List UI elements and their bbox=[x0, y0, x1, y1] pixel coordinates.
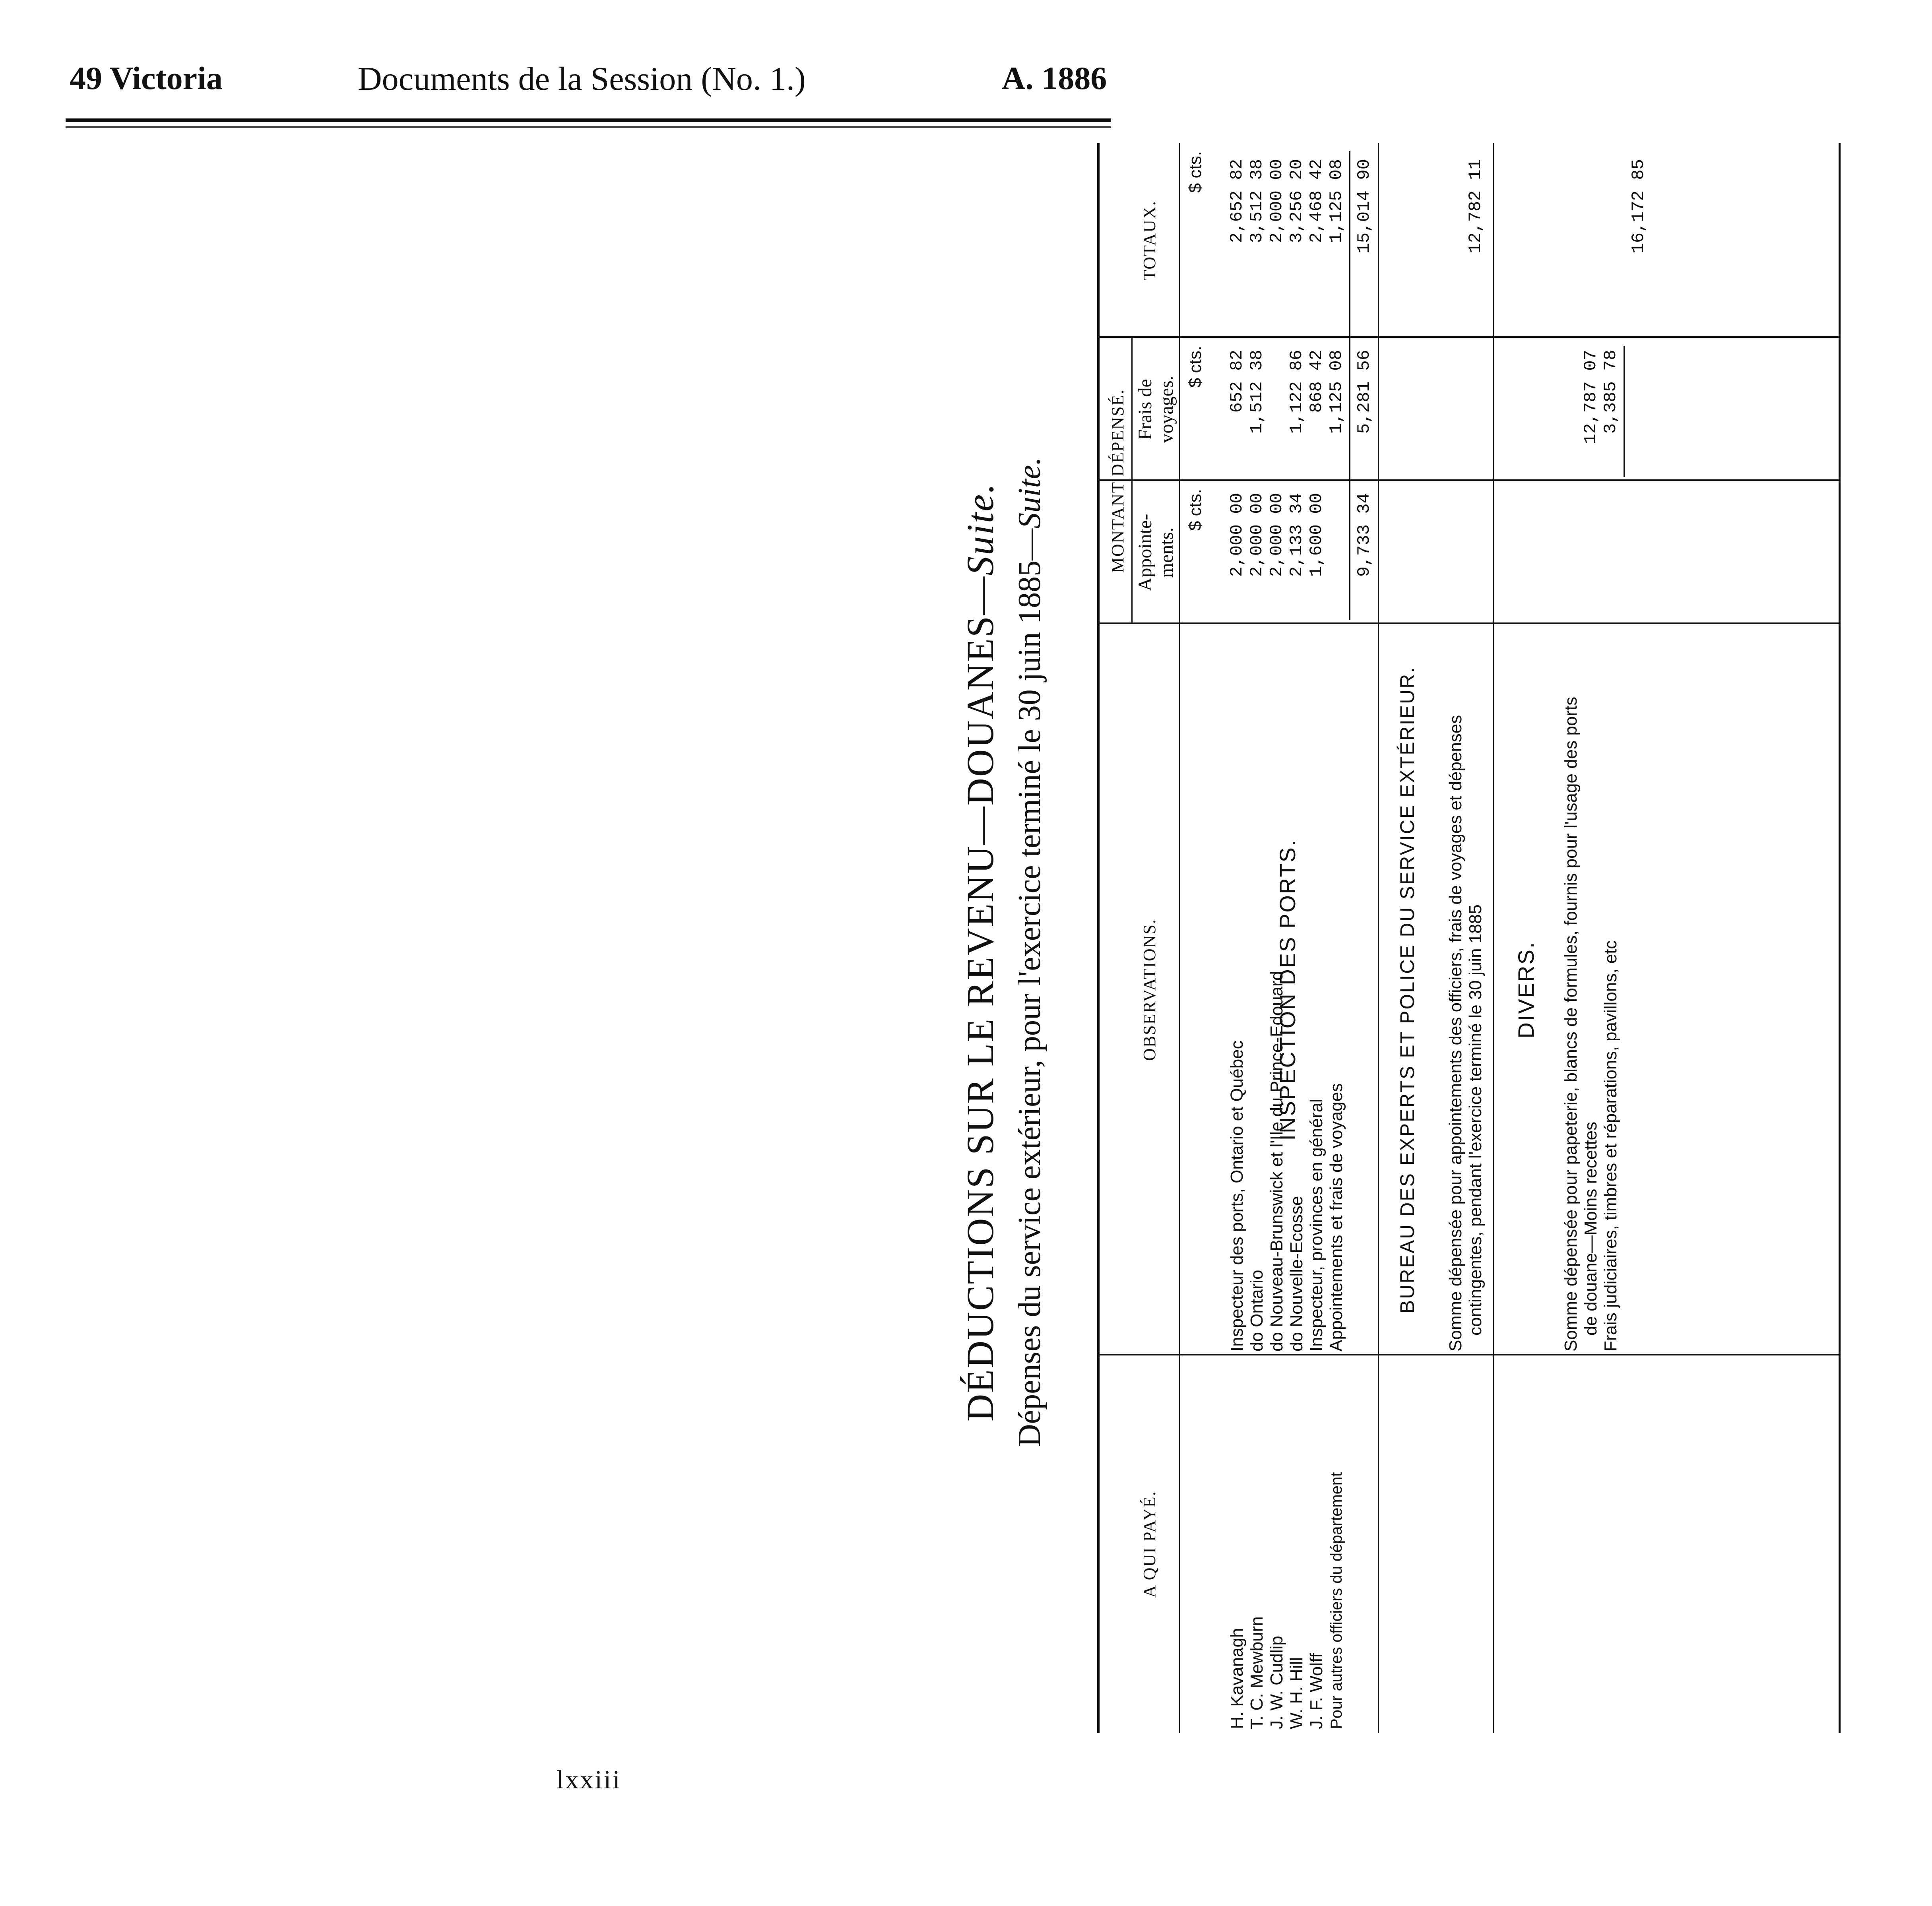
header-rule-thin bbox=[66, 126, 1111, 128]
total-cudlip: 2,000 00 bbox=[1267, 159, 1287, 243]
divers-obs-line3: Frais judiciaires, timbres et réparations, pavillons, etc bbox=[1601, 940, 1620, 1351]
obs-kavanagh: Inspecteur des ports, Ontario et Québec bbox=[1227, 1040, 1247, 1351]
frais-autres: 1,125 08 bbox=[1327, 350, 1346, 434]
obs-autres: Appointements et frais de voyages bbox=[1327, 1083, 1346, 1351]
rule-observations bbox=[1100, 622, 1839, 624]
total-autres: 1,125 08 bbox=[1327, 159, 1346, 243]
header-session-number: 49 Victoria bbox=[70, 60, 223, 96]
obs-hill: do Nouvelle-Ecosse bbox=[1287, 1196, 1306, 1351]
obs-cudlip: do Nouveau-Brunswick et l'Ile du Prince-Edouard bbox=[1267, 971, 1286, 1351]
frais-wolff: 868 42 bbox=[1307, 350, 1327, 413]
title-main-text: DÉDUCTIONS SUR LE REVENU—DOUANES— bbox=[959, 575, 1001, 1422]
col-header-frais: Frais de voyages. bbox=[1135, 376, 1177, 443]
rule-appointements bbox=[1100, 479, 1839, 481]
col-header-observations: OBSERVATIONS. bbox=[1140, 919, 1159, 1061]
expense-table bbox=[1097, 143, 1841, 1733]
rule-frais bbox=[1100, 336, 1839, 338]
header-document-title: Documents de la Session (No. 1.) bbox=[358, 60, 806, 97]
app-cudlip: 2,000 00 bbox=[1267, 493, 1287, 577]
payee-mewburn: T. C. Mewburn bbox=[1247, 1616, 1267, 1729]
col-header-appointements: Appointe-ments. bbox=[1135, 514, 1177, 591]
divers-obs-line2: de douane—Moins recettes bbox=[1581, 1121, 1600, 1336]
header-bottom-rule bbox=[1179, 143, 1180, 1733]
total-mewburn: 3,512 38 bbox=[1247, 159, 1267, 243]
obs-wolff: Inspecteur, provinces en général bbox=[1307, 1099, 1326, 1351]
col-header-payee: A QUI PAYÉ. bbox=[1140, 1491, 1159, 1598]
section-divider-2 bbox=[1493, 143, 1494, 1733]
divers-obs-line1: Somme dépensée pour papeterie, blancs de formules, fournis pour l'usage des ports bbox=[1561, 696, 1581, 1351]
frais-hill: 1,122 86 bbox=[1287, 350, 1307, 434]
divers-total: 16,172 85 bbox=[1629, 159, 1649, 254]
total-wolff: 2,468 42 bbox=[1307, 159, 1327, 243]
app-mewburn: 2,000 00 bbox=[1247, 493, 1267, 577]
col-header-totaux: TOTAUX. bbox=[1140, 200, 1159, 281]
table-main-title bbox=[958, 131, 1002, 1773]
bureau-total: 12,782 11 bbox=[1466, 159, 1486, 254]
montant-rule bbox=[1131, 338, 1133, 624]
section-divider-1 bbox=[1378, 143, 1379, 1733]
unit-frais: $ cts. bbox=[1185, 346, 1205, 388]
rotated-table-sheet bbox=[950, 131, 1932, 1773]
header-rule-thick bbox=[66, 118, 1111, 122]
rule-payee bbox=[1100, 1354, 1839, 1355]
app-kavanagh: 2,000 00 bbox=[1227, 493, 1247, 577]
payee-hill: W. H. Hill bbox=[1287, 1657, 1306, 1729]
unit-totaux: $ cts. bbox=[1185, 151, 1205, 193]
section-divers-title: DIVERS. bbox=[1513, 941, 1538, 1039]
payee-kavanagh: H. Kavanagh bbox=[1227, 1628, 1247, 1729]
obs-mewburn: do Ontario bbox=[1247, 1270, 1267, 1351]
divers-frais-1: 12,787 07 bbox=[1581, 350, 1601, 444]
header-year: A. 1886 bbox=[1002, 60, 1107, 96]
bureau-obs-line1: Somme dépensée pour appointements des officiers, frais de voyages et dépenses bbox=[1446, 715, 1465, 1351]
frais-kavanagh: 652 82 bbox=[1227, 350, 1247, 413]
subtotal-rule bbox=[1349, 151, 1350, 620]
frais-mewburn: 1,512 38 bbox=[1247, 350, 1267, 434]
section-inspection-title: INSPECTION DES PORTS. bbox=[1275, 839, 1300, 1141]
total-hill: 3,256 20 bbox=[1287, 159, 1307, 243]
subtotal-frais: 5,281 56 bbox=[1354, 350, 1374, 434]
app-hill: 2,133 34 bbox=[1287, 493, 1307, 577]
title-main-italic: Suite. bbox=[959, 482, 1001, 576]
divers-frais-2: 3,385 78 bbox=[1601, 350, 1621, 434]
payee-cudlip: J. W. Cudlip bbox=[1267, 1636, 1286, 1729]
total-kavanagh: 2,652 82 bbox=[1227, 159, 1247, 243]
subtotal-appointements: 9,733 34 bbox=[1354, 493, 1374, 577]
unit-appointements: $ cts. bbox=[1185, 489, 1205, 531]
subtitle-italic: Suite. bbox=[1012, 457, 1047, 529]
subtotal-total: 15,014 90 bbox=[1354, 159, 1374, 254]
bureau-obs-line2: contingentes, pendant l'exercice terminé le 30 juin 1885 bbox=[1466, 904, 1485, 1336]
subtitle-text: Dépenses du service extérieur, pour l'exercice terminé le 30 juin 1885— bbox=[1012, 528, 1047, 1447]
payee-autres-officiers: Pour autres officiers du département bbox=[1328, 1472, 1345, 1729]
app-wolff: 1,600 00 bbox=[1307, 493, 1327, 577]
payee-wolff: J. F. Wolff bbox=[1307, 1653, 1326, 1729]
section-bureau-title: BUREAU DES EXPERTS ET POLICE DU SERVICE EXTÉRIEUR. bbox=[1396, 666, 1418, 1314]
table-subtitle bbox=[1012, 131, 1048, 1773]
page-folio: lxxiii bbox=[557, 1765, 622, 1794]
divers-rule bbox=[1624, 346, 1625, 477]
col-header-montant: MONTANT DÉPENSÉ. bbox=[1108, 389, 1127, 573]
